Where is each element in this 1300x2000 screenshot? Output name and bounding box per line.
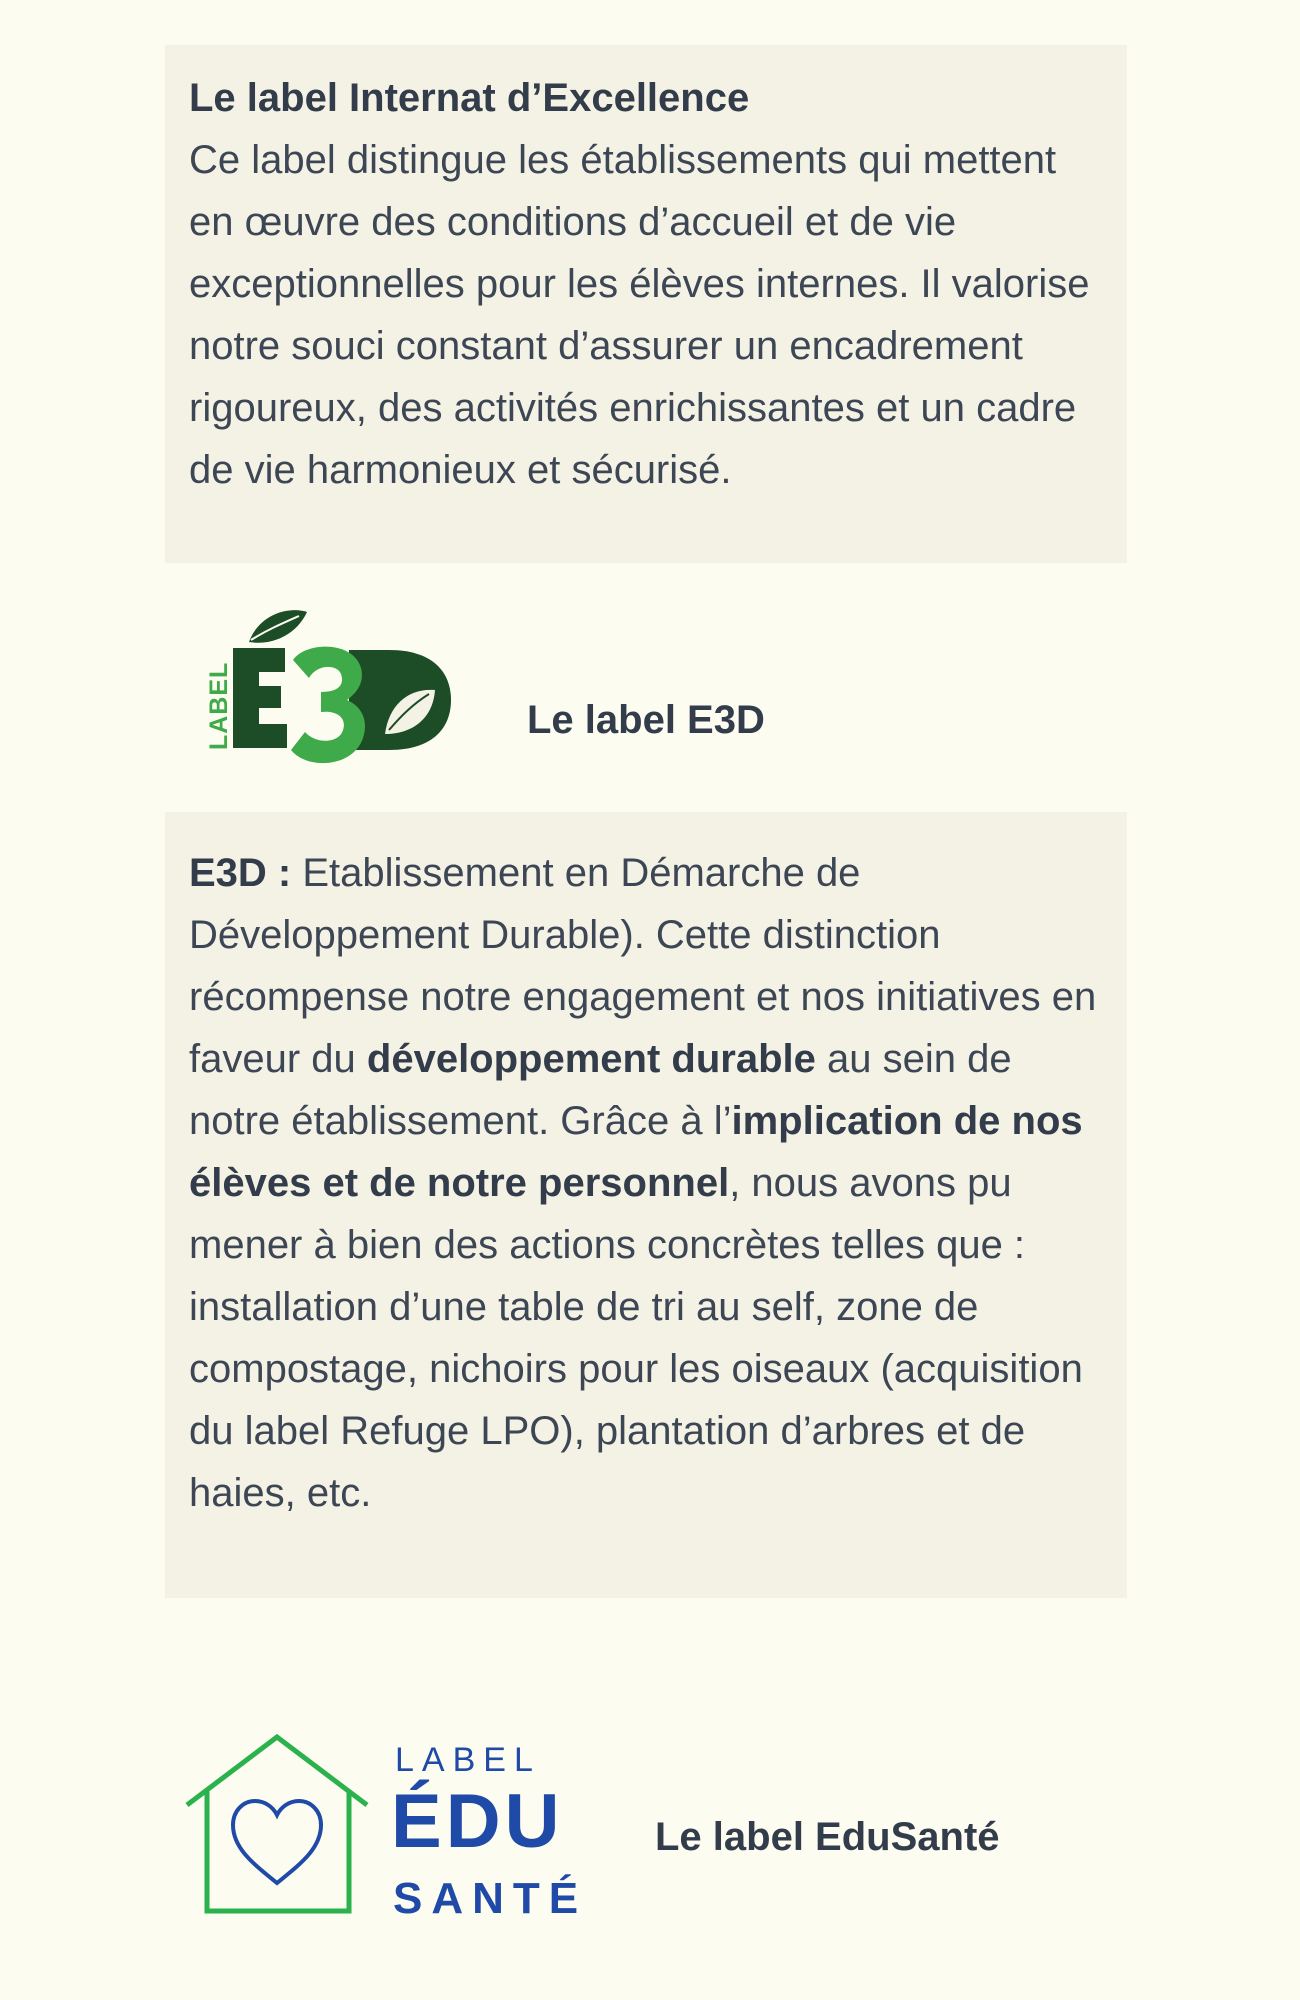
edusante-logo-line3: SANTÉ — [393, 1874, 588, 1923]
edusante-label-name: Le label EduSanté — [655, 1815, 1000, 1859]
edusante-logo — [185, 1725, 615, 1925]
internat-card — [165, 45, 1127, 563]
e3d-bold-1: développement durable — [366, 1037, 816, 1081]
e3d-label-name: Le label E3D — [527, 698, 765, 742]
e3d-term: E3D : — [189, 851, 292, 895]
e3d-text-1: Etablissement en Démarche de Développement Durable). Cette distinction récompense notre engagement et nos initiatives en faveur du — [189, 851, 1097, 1081]
edusante-label-row — [165, 1725, 1127, 1925]
edusante-logo-line2: ÉDU — [391, 1779, 564, 1864]
house-heart-icon — [187, 1737, 367, 1911]
e3d-text-3: , nous avons pu mener à bien des actions concrètes telles que : installation d’une table de tri au self, zone de compostage, nichoirs pour les oiseaux (acquisition du label Refuge LPO), plantation d’arbres et de haies, etc. — [189, 1161, 1083, 1515]
e3d-logo-letter-d — [349, 650, 451, 750]
e3d-label-row — [165, 600, 1127, 775]
e3d-text-2: au sein de notre établissement. Grâce à l’ — [189, 1037, 1012, 1143]
e3d-logo-number-3 — [291, 647, 365, 763]
e3d-logo-vertical-text: LABEL — [205, 661, 233, 750]
e3d-logo — [189, 600, 479, 770]
e3d-logo-letter-e — [233, 648, 287, 748]
internat-body: Ce label distingue les établissements qui mettent en œuvre des conditions d’accueil et de vie exceptionnelles pour les élèves internes. Il valorise notre souci constant d’assurer un encadrement rigoureux, des activités enrichissantes et un cadre de vie harmonieux et sécurisé. — [189, 138, 1090, 492]
internat-title: Le label Internat d’Excellence — [189, 76, 750, 120]
e3d-card — [165, 812, 1127, 1598]
e3d-bold-2: implication de nos élèves et de notre personnel — [189, 1099, 1083, 1205]
edusante-logo-line1: LABEL — [395, 1741, 541, 1779]
